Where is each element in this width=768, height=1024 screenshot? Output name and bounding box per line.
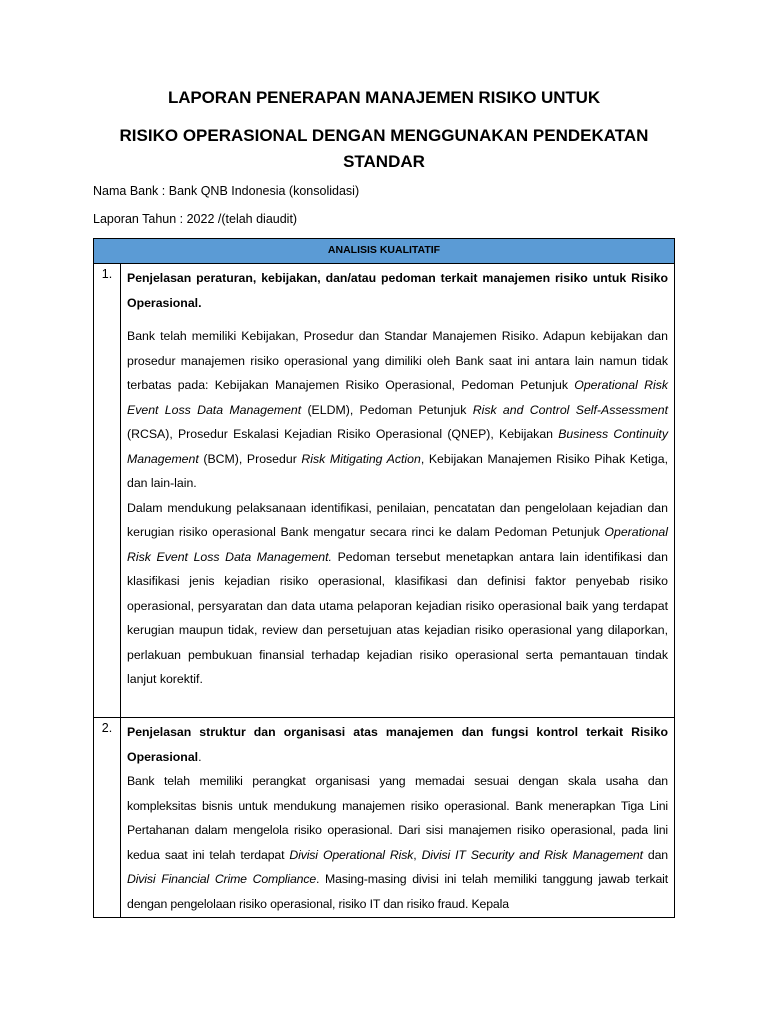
text-span: , Kebijakan Manajemen Risiko Pihak Ketiga, dan lain-lain. bbox=[127, 451, 669, 490]
text-span: Bank telah memiliki Kebijakan, Prosedur dan Standar Manajemen Risiko. Adapun kebijakan dan prosedur manajemen risiko operasional yang dimiliki oleh Bank saat ini antara lain namun tidak terbatas pada: Kebijakan Manajemen Risiko Operasional, Pedoman Petunjuk bbox=[127, 329, 668, 392]
text-span: dan bbox=[642, 847, 668, 862]
text-span: Pedoman tersebut menetapkan antara lain identifikasi dan klasifikasi jenis kejadian risiko operasional, klasifikasi dan definisi faktor penyebab risiko operasional, persyaratan dan data utama pelaporan kejadian risiko operasional baik yang terdapat kerugian maupun tidak, review dan persetujuan atas kejadian risiko operasional yang dilaporkan, perlakuan pembukuan finansial terhadap kejadian risiko operasional serta pemantauan tindak lanjut korektif. bbox=[127, 549, 668, 686]
report-title-line2: RISIKO OPERASIONAL DENGAN MENGGUNAKAN PENDEKATAN STANDAR bbox=[119, 126, 649, 171]
row-paragraph bbox=[127, 769, 668, 916]
text-span: Dalam mendukung pelaksanaan identifikasi, penilaian, pencatatan dan pengelolaan kejadian dan kerugian risiko operasional Bank mengatur secara rinci ke dalam Pedoman Petunjuk bbox=[127, 500, 668, 539]
row-heading: Penjelasan struktur dan organisasi atas manajemen dan fungsi kontrol terkait Risiko Operasional bbox=[127, 725, 668, 764]
qualitative-analysis-table bbox=[93, 238, 675, 918]
report-year: Laporan Tahun : 2022 /(telah diaudit) bbox=[93, 212, 298, 226]
row-content bbox=[121, 264, 674, 717]
text-span: . bbox=[198, 749, 202, 764]
table-row bbox=[94, 264, 674, 718]
italic-term: Risk Mitigating Action bbox=[301, 451, 421, 466]
text-span: (BCM), Prosedur bbox=[198, 451, 302, 466]
row-paragraph bbox=[127, 324, 668, 496]
italic-term: Operational Risk Event Loss Data Management bbox=[127, 378, 668, 417]
text-span: , bbox=[413, 847, 422, 862]
text-span: (RCSA), Prosedur Eskalasi Kejadian Risiko Operasional (QNEP), Kebijakan bbox=[127, 427, 559, 441]
row-content bbox=[121, 718, 674, 918]
italic-term: Operational Risk Event Loss Data Management. bbox=[127, 525, 668, 564]
text-span: (ELDM), Pedoman Petunjuk bbox=[301, 402, 473, 417]
italic-term: Business Continuity Management bbox=[127, 427, 669, 466]
italic-term: Divisi IT Security and Risk Management bbox=[421, 847, 643, 862]
row-heading-wrap bbox=[127, 720, 668, 769]
bank-name: Nama Bank : Bank QNB Indonesia (konsolidasi) bbox=[93, 184, 360, 198]
report-title-line1: LAPORAN PENERAPAN MANAJEMEN RISIKO UNTUK bbox=[167, 88, 601, 107]
row-heading: Penjelasan peraturan, kebijakan, dan/atau pedoman terkait manajemen risiko untuk Risiko Operasional. bbox=[127, 271, 668, 310]
row-number: 2. bbox=[94, 718, 121, 918]
text-span: Bank telah memiliki perangkat organisasi yang memadai sesuai dengan skala usaha dan kompleksitas bisnis untuk mendukung manajemen risiko operasional. Bank menerapkan Tiga Lini Pertahanan dalam mengelola risiko operasional. Dari sisi manajemen risiko operasional, pada lini kedua saat ini telah terdapat bbox=[127, 774, 668, 862]
italic-term: Divisi Financial Crime Compliance bbox=[127, 872, 317, 886]
text-span: . Masing-masing divisi ini telah memiliki tanggung jawab terkait dengan pengelolaan risiko operasional, risiko IT dan risiko fraud. Kepala bbox=[127, 872, 668, 911]
italic-term: Divisi Operational Risk bbox=[289, 847, 414, 862]
row-paragraph bbox=[127, 496, 668, 692]
table-row bbox=[94, 718, 674, 918]
row-number: 1. bbox=[94, 264, 121, 717]
italic-term: Risk and Control Self-Assessment bbox=[472, 402, 668, 417]
table-header: ANALISIS KUALITATIF bbox=[94, 239, 674, 264]
